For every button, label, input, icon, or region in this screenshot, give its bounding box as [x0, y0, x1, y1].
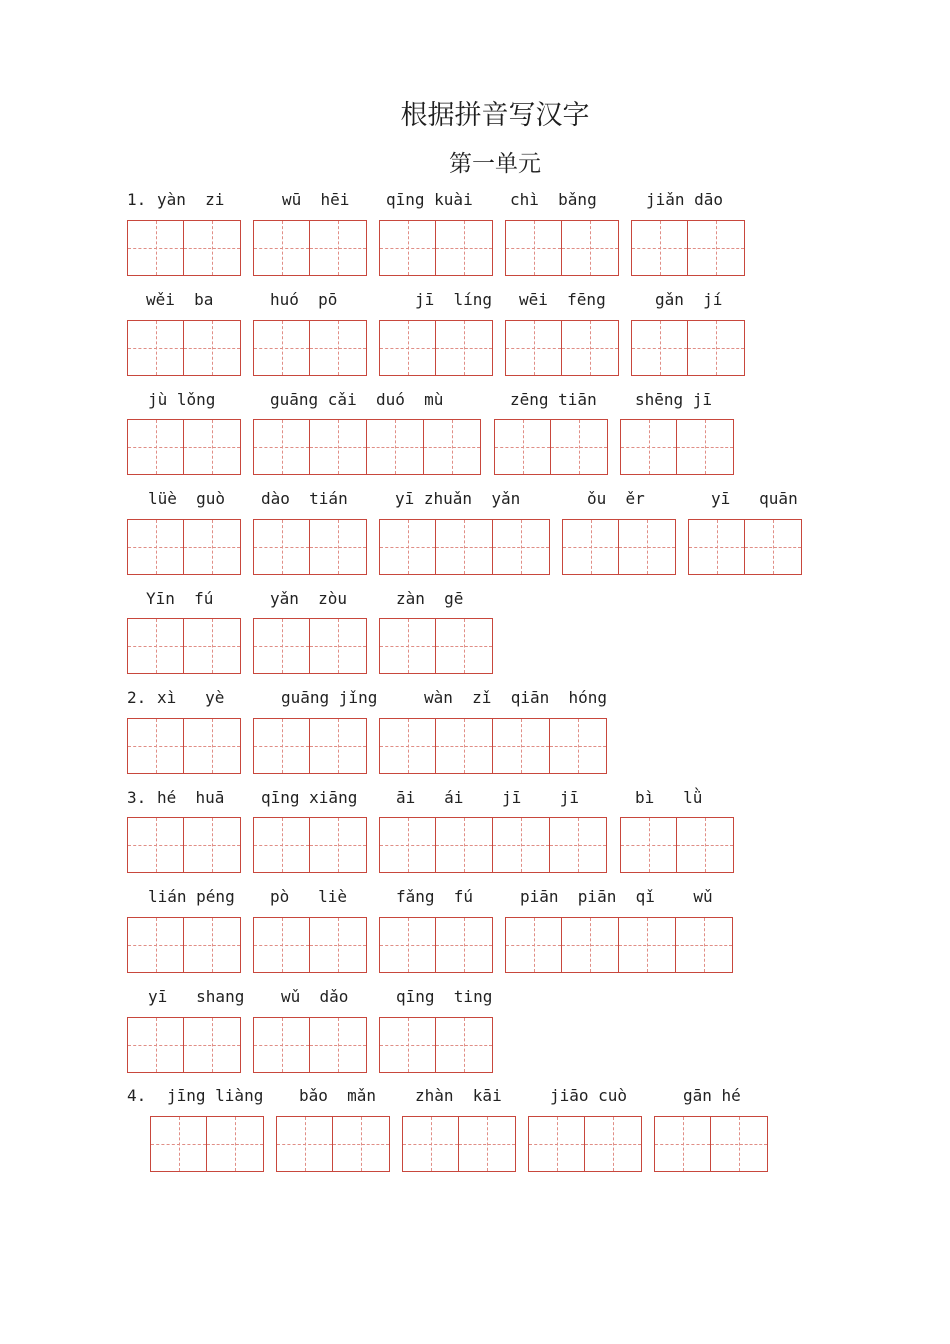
tianzige-cell[interactable]	[631, 320, 688, 376]
tianzige-cell[interactable]	[562, 917, 619, 973]
pinyin-text: gān hé	[683, 1086, 741, 1105]
word-box	[505, 220, 619, 276]
cell-guide-horizontal	[254, 945, 309, 946]
cell-guide-horizontal	[493, 845, 549, 846]
word-box	[402, 1116, 516, 1172]
word-box	[127, 817, 241, 873]
cell-guide-horizontal	[128, 1045, 183, 1046]
tianzige-cell[interactable]	[550, 718, 607, 774]
cell-guide-horizontal	[128, 248, 183, 249]
tianzige-cell[interactable]	[310, 718, 367, 774]
cell-guide-horizontal	[529, 1144, 584, 1145]
tianzige-cell[interactable]	[631, 220, 688, 276]
word-box	[253, 917, 367, 973]
tianzige-cell[interactable]	[333, 1116, 390, 1172]
cell-guide-horizontal	[310, 447, 366, 448]
tianzige-cell[interactable]	[253, 917, 310, 973]
cell-guide-horizontal	[562, 248, 618, 249]
word-box	[127, 419, 241, 475]
word-box	[631, 320, 745, 376]
tianzige-cell[interactable]	[253, 220, 310, 276]
tianzige-cell[interactable]	[436, 320, 493, 376]
word-box	[127, 1017, 241, 1073]
pinyin-line	[0, 189, 800, 211]
pinyin-text: jù lǒng	[148, 390, 216, 409]
tianzige-cell[interactable]	[310, 220, 367, 276]
cell-guide-horizontal	[367, 447, 423, 448]
cell-guide-horizontal	[745, 547, 801, 548]
question-number: 1.	[127, 190, 147, 209]
writing-grid-row	[0, 419, 900, 475]
pinyin-text: lián péng	[148, 887, 235, 906]
cell-guide-horizontal	[310, 945, 366, 946]
tianzige-cell[interactable]	[310, 917, 367, 973]
cell-guide-horizontal	[310, 348, 366, 349]
word-box	[127, 718, 241, 774]
tianzige-cell[interactable]	[150, 1116, 207, 1172]
tianzige-cell[interactable]	[379, 320, 436, 376]
word-box	[654, 1116, 768, 1172]
tianzige-cell[interactable]	[585, 1116, 642, 1172]
tianzige-cell[interactable]	[436, 817, 493, 873]
pinyin-text: dào tián	[261, 489, 348, 508]
word-box	[253, 220, 367, 276]
tianzige-cell[interactable]	[310, 618, 367, 674]
tianzige-cell[interactable]	[310, 817, 367, 873]
tianzige-cell[interactable]	[379, 618, 436, 674]
tianzige-cell[interactable]	[127, 618, 184, 674]
tianzige-cell[interactable]	[367, 419, 424, 475]
word-box	[253, 1017, 367, 1073]
pinyin-line	[0, 886, 800, 908]
cell-guide-horizontal	[562, 348, 618, 349]
pinyin-text: yī quān	[711, 489, 798, 508]
pinyin-text: Yīn fú	[146, 589, 214, 608]
tianzige-cell[interactable]	[276, 1116, 333, 1172]
tianzige-cell[interactable]	[654, 1116, 711, 1172]
tianzige-cell[interactable]	[550, 817, 607, 873]
tianzige-cell[interactable]	[379, 519, 436, 575]
tianzige-cell[interactable]	[184, 917, 241, 973]
cell-guide-horizontal	[676, 945, 732, 946]
cell-guide-horizontal	[184, 646, 240, 647]
cell-guide-horizontal	[380, 547, 435, 548]
pinyin-text: yǎn zòu	[270, 589, 348, 608]
cell-guide-horizontal	[632, 348, 687, 349]
tianzige-cell[interactable]	[127, 519, 184, 575]
cell-guide-horizontal	[689, 547, 744, 548]
pinyin-text: wěi ba	[146, 290, 214, 309]
tianzige-cell[interactable]	[677, 817, 734, 873]
cell-guide-horizontal	[128, 746, 183, 747]
tianzige-cell[interactable]	[184, 519, 241, 575]
cell-guide-horizontal	[310, 248, 366, 249]
word-box	[379, 917, 493, 973]
cell-guide-horizontal	[128, 845, 183, 846]
word-box	[127, 917, 241, 973]
cell-guide-horizontal	[254, 248, 309, 249]
pinyin-text: wū hēi	[282, 190, 350, 209]
pinyin-line	[0, 289, 800, 311]
tianzige-cell[interactable]	[562, 519, 619, 575]
tianzige-cell[interactable]	[127, 419, 184, 475]
tianzige-cell[interactable]	[184, 817, 241, 873]
word-box	[253, 718, 367, 774]
tianzige-cell[interactable]	[310, 320, 367, 376]
writing-grid-row	[0, 1017, 900, 1073]
word-box	[127, 618, 241, 674]
cell-guide-horizontal	[688, 348, 744, 349]
pinyin-line	[0, 687, 800, 709]
tianzige-cell[interactable]	[184, 320, 241, 376]
pinyin-text: fǎng fú	[396, 887, 474, 906]
pinyin-text: jiǎn dāo	[646, 190, 724, 209]
pinyin-text: yàn zi	[157, 190, 225, 209]
tianzige-cell[interactable]	[184, 618, 241, 674]
tianzige-cell[interactable]	[402, 1116, 459, 1172]
cell-guide-horizontal	[436, 547, 492, 548]
word-box	[253, 817, 367, 873]
pinyin-text: hé huā	[157, 788, 225, 807]
pinyin-text: zhàn kāi	[415, 1086, 502, 1105]
tianzige-cell[interactable]	[253, 1017, 310, 1073]
cell-guide-horizontal	[506, 945, 561, 946]
tianzige-cell[interactable]	[711, 1116, 768, 1172]
cell-guide-horizontal	[619, 945, 675, 946]
tianzige-cell[interactable]	[551, 419, 608, 475]
pinyin-text: piān piān qǐ wǔ	[520, 887, 713, 906]
pinyin-text: guāng cǎi duó mù	[270, 390, 444, 409]
question-number: 3.	[127, 788, 147, 807]
tianzige-cell[interactable]	[688, 320, 745, 376]
pinyin-text: xì yè	[157, 688, 225, 707]
cell-guide-horizontal	[310, 547, 366, 548]
pinyin-text: qīng xiāng	[261, 788, 358, 807]
cell-guide-horizontal	[380, 845, 435, 846]
tianzige-cell[interactable]	[379, 718, 436, 774]
tianzige-cell[interactable]	[253, 718, 310, 774]
tianzige-cell[interactable]	[677, 419, 734, 475]
cell-guide-horizontal	[403, 1144, 458, 1145]
cell-guide-horizontal	[459, 1144, 515, 1145]
cell-guide-horizontal	[184, 746, 240, 747]
word-box	[379, 220, 493, 276]
tianzige-cell[interactable]	[436, 519, 493, 575]
tianzige-cell[interactable]	[253, 618, 310, 674]
tianzige-cell[interactable]	[745, 519, 802, 575]
cell-guide-horizontal	[207, 1144, 263, 1145]
word-box	[379, 1017, 493, 1073]
tianzige-cell[interactable]	[253, 817, 310, 873]
pinyin-text: wǔ dǎo	[281, 987, 349, 1006]
pinyin-text: yī shang	[148, 987, 245, 1006]
writing-grid-row	[0, 320, 900, 376]
pinyin-text: guāng jǐng	[281, 688, 378, 707]
cell-guide-horizontal	[550, 746, 606, 747]
word-box	[620, 817, 734, 873]
cell-guide-horizontal	[254, 845, 309, 846]
pinyin-text: qīng ting	[396, 987, 493, 1006]
cell-guide-horizontal	[619, 547, 675, 548]
pinyin-text: āi ái jī jī	[396, 788, 580, 807]
cell-guide-horizontal	[310, 746, 366, 747]
word-box	[562, 519, 676, 575]
pinyin-line	[0, 389, 800, 411]
word-box	[379, 718, 607, 774]
cell-guide-horizontal	[562, 945, 618, 946]
word-box	[688, 519, 802, 575]
tianzige-cell[interactable]	[688, 519, 745, 575]
cell-guide-horizontal	[436, 248, 492, 249]
tianzige-cell[interactable]	[310, 1017, 367, 1073]
pinyin-text: gǎn jí	[655, 290, 723, 309]
cell-guide-horizontal	[436, 348, 492, 349]
cell-guide-horizontal	[550, 845, 606, 846]
tianzige-cell[interactable]	[436, 917, 493, 973]
tianzige-cell[interactable]	[207, 1116, 264, 1172]
cell-guide-horizontal	[380, 746, 435, 747]
pinyin-text: qīng kuài	[386, 190, 473, 209]
word-box	[631, 220, 745, 276]
tianzige-cell[interactable]	[379, 1017, 436, 1073]
word-box	[379, 519, 550, 575]
writing-grid-row	[0, 917, 900, 973]
pinyin-line	[0, 787, 800, 809]
question-number: 4.	[127, 1086, 147, 1105]
tianzige-cell[interactable]	[493, 519, 550, 575]
word-box	[505, 917, 733, 973]
cell-guide-horizontal	[254, 348, 309, 349]
cell-guide-horizontal	[711, 1144, 767, 1145]
tianzige-cell[interactable]	[379, 917, 436, 973]
word-box	[253, 320, 367, 376]
writing-grid-row	[0, 817, 900, 873]
word-box	[127, 519, 241, 575]
word-box	[379, 618, 493, 674]
cell-guide-horizontal	[184, 547, 240, 548]
cell-guide-horizontal	[688, 248, 744, 249]
cell-guide-horizontal	[551, 447, 607, 448]
tianzige-cell[interactable]	[127, 220, 184, 276]
cell-guide-horizontal	[151, 1144, 206, 1145]
tianzige-cell[interactable]	[253, 519, 310, 575]
pinyin-line	[0, 588, 800, 610]
cell-guide-horizontal	[655, 1144, 710, 1145]
cell-guide-horizontal	[254, 746, 309, 747]
tianzige-cell[interactable]	[505, 320, 562, 376]
word-box	[505, 320, 619, 376]
cell-guide-horizontal	[493, 547, 549, 548]
cell-guide-horizontal	[310, 845, 366, 846]
tianzige-cell[interactable]	[620, 419, 677, 475]
cell-guide-horizontal	[310, 1045, 366, 1046]
cell-guide-horizontal	[277, 1144, 332, 1145]
cell-guide-horizontal	[128, 447, 183, 448]
tianzige-cell[interactable]	[184, 419, 241, 475]
cell-guide-horizontal	[333, 1144, 389, 1145]
cell-guide-horizontal	[621, 845, 676, 846]
cell-guide-horizontal	[436, 646, 492, 647]
cell-guide-horizontal	[380, 646, 435, 647]
word-box	[127, 320, 241, 376]
cell-guide-horizontal	[677, 447, 733, 448]
tianzige-cell[interactable]	[505, 220, 562, 276]
tianzige-cell[interactable]	[127, 320, 184, 376]
tianzige-cell[interactable]	[184, 718, 241, 774]
cell-guide-horizontal	[506, 248, 561, 249]
pinyin-text: bì lǜ	[635, 788, 703, 807]
writing-grid-row	[0, 718, 900, 774]
cell-guide-horizontal	[184, 845, 240, 846]
cell-guide-horizontal	[254, 547, 309, 548]
cell-guide-horizontal	[128, 547, 183, 548]
pinyin-text: jiāo cuò	[550, 1086, 628, 1105]
tianzige-cell[interactable]	[184, 1017, 241, 1073]
cell-guide-horizontal	[128, 348, 183, 349]
writing-grid-row	[0, 1116, 900, 1172]
word-box	[253, 618, 367, 674]
writing-grid-row	[0, 618, 900, 674]
word-box	[276, 1116, 390, 1172]
tianzige-cell[interactable]	[562, 320, 619, 376]
cell-guide-horizontal	[585, 1144, 641, 1145]
cell-guide-horizontal	[184, 248, 240, 249]
tianzige-cell[interactable]	[619, 917, 676, 973]
cell-guide-horizontal	[380, 945, 435, 946]
tianzige-cell[interactable]	[436, 1017, 493, 1073]
cell-guide-horizontal	[506, 348, 561, 349]
cell-guide-horizontal	[184, 348, 240, 349]
cell-guide-horizontal	[310, 646, 366, 647]
cell-guide-horizontal	[424, 447, 480, 448]
cell-guide-horizontal	[493, 746, 549, 747]
cell-guide-horizontal	[380, 348, 435, 349]
question-number: 2.	[127, 688, 147, 707]
tianzige-cell[interactable]	[253, 320, 310, 376]
tianzige-cell[interactable]	[436, 718, 493, 774]
word-box	[253, 419, 481, 475]
pinyin-text: jīng liàng	[167, 1086, 264, 1105]
tianzige-cell[interactable]	[379, 817, 436, 873]
cell-guide-horizontal	[380, 1045, 435, 1046]
pinyin-text: jī líng	[415, 290, 493, 309]
tianzige-cell[interactable]	[688, 220, 745, 276]
unit-title: 第一单元	[449, 151, 541, 177]
writing-grid-row	[0, 220, 900, 276]
cell-guide-horizontal	[436, 1045, 492, 1046]
tianzige-cell[interactable]	[620, 817, 677, 873]
tianzige-cell[interactable]	[127, 1017, 184, 1073]
cell-guide-horizontal	[436, 945, 492, 946]
pinyin-text: shēng jī	[635, 390, 713, 409]
cell-guide-horizontal	[128, 945, 183, 946]
word-box	[379, 320, 493, 376]
pinyin-text: pò liè	[270, 887, 348, 906]
word-box	[528, 1116, 642, 1172]
tianzige-cell[interactable]	[676, 917, 733, 973]
tianzige-cell[interactable]	[127, 718, 184, 774]
cell-guide-horizontal	[254, 1045, 309, 1046]
cell-guide-horizontal	[184, 945, 240, 946]
word-box	[253, 519, 367, 575]
cell-guide-horizontal	[677, 845, 733, 846]
pinyin-text: zēng tiān	[510, 390, 597, 409]
tianzige-cell[interactable]	[310, 419, 367, 475]
pinyin-text: wàn zǐ qiān hóng	[424, 688, 608, 707]
word-box	[127, 220, 241, 276]
pinyin-line	[0, 1085, 800, 1107]
cell-guide-horizontal	[254, 646, 309, 647]
tianzige-cell[interactable]	[184, 220, 241, 276]
tianzige-cell[interactable]	[459, 1116, 516, 1172]
tianzige-cell[interactable]	[528, 1116, 585, 1172]
cell-guide-horizontal	[436, 845, 492, 846]
tianzige-cell[interactable]	[310, 519, 367, 575]
word-box	[150, 1116, 264, 1172]
tianzige-cell[interactable]	[127, 917, 184, 973]
tianzige-cell[interactable]	[127, 817, 184, 873]
cell-guide-horizontal	[254, 447, 309, 448]
cell-guide-horizontal	[184, 1045, 240, 1046]
page-title: 根据拼音写汉字	[400, 100, 590, 131]
cell-guide-horizontal	[436, 746, 492, 747]
tianzige-cell[interactable]	[436, 618, 493, 674]
pinyin-text: chì bǎng	[510, 190, 597, 209]
tianzige-cell[interactable]	[379, 220, 436, 276]
cell-guide-horizontal	[184, 447, 240, 448]
cell-guide-horizontal	[621, 447, 676, 448]
tianzige-cell[interactable]	[505, 917, 562, 973]
tianzige-cell[interactable]	[424, 419, 481, 475]
pinyin-text: lüè guò	[148, 489, 226, 508]
cell-guide-horizontal	[380, 248, 435, 249]
cell-guide-horizontal	[495, 447, 550, 448]
pinyin-line	[0, 986, 800, 1008]
cell-guide-horizontal	[632, 248, 687, 249]
tianzige-cell[interactable]	[493, 817, 550, 873]
word-box	[494, 419, 608, 475]
word-box	[379, 817, 607, 873]
pinyin-text: ǒu ěr	[587, 489, 645, 508]
pinyin-text: bǎo mǎn	[299, 1086, 377, 1105]
pinyin-line	[0, 488, 800, 510]
pinyin-text: huó pō	[270, 290, 338, 309]
tianzige-cell[interactable]	[562, 220, 619, 276]
tianzige-cell[interactable]	[436, 220, 493, 276]
pinyin-text: wēi fēng	[519, 290, 606, 309]
tianzige-cell[interactable]	[493, 718, 550, 774]
tianzige-cell[interactable]	[253, 419, 310, 475]
cell-guide-horizontal	[563, 547, 618, 548]
tianzige-cell[interactable]	[619, 519, 676, 575]
writing-grid-row	[0, 519, 900, 575]
word-box	[620, 419, 734, 475]
pinyin-text: yī zhuǎn yǎn	[395, 489, 521, 508]
cell-guide-horizontal	[128, 646, 183, 647]
tianzige-cell[interactable]	[494, 419, 551, 475]
pinyin-text: zàn gē	[396, 589, 464, 608]
